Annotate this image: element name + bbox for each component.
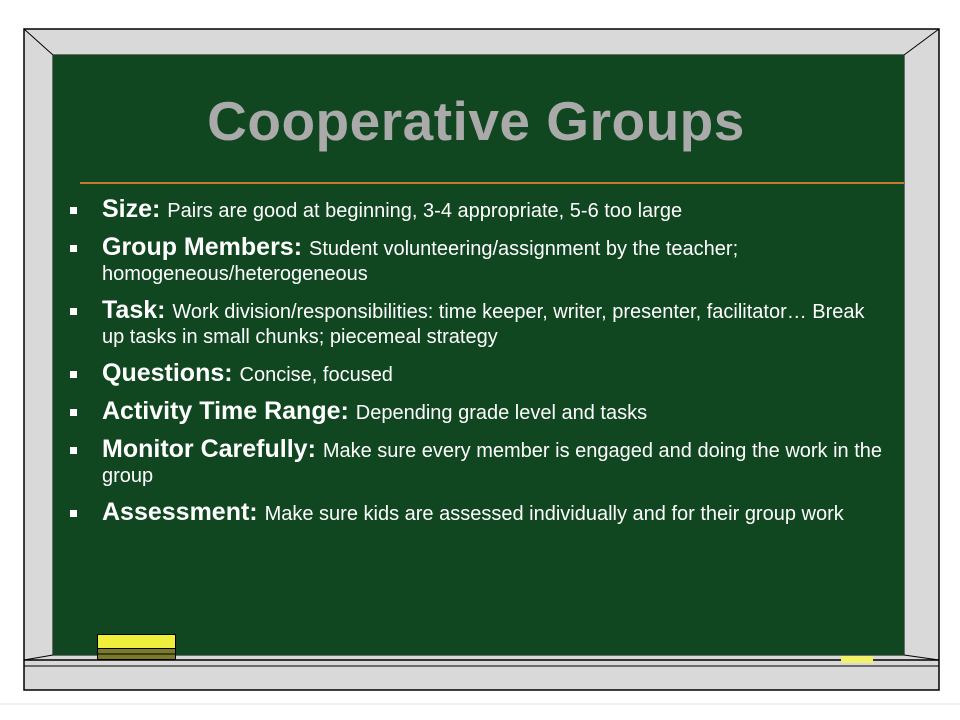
bullet-heading: Size: [102,195,168,223]
bullet-heading: Assessment: [102,498,265,526]
bullet-monitor-carefully [53,437,904,489]
bullet-size [53,197,904,224]
bullet-text: Pairs are good at beginning, 3-4 appropriate, 5-6 too large [167,200,683,222]
bullet-activity-time-range [53,399,904,426]
bullet-list [53,197,904,538]
square-bullet-icon [70,510,77,517]
bullet-task [53,298,904,350]
bullet-heading: Questions: [102,359,240,387]
bullet-text: Student volunteering/assignment by the teacher; homogeneous/heterogeneous [102,238,739,285]
bullet-text: Make sure every member is engaged and doing the work in the group [102,440,883,487]
square-bullet-icon [70,245,77,252]
bullet-text: Concise, focused [239,364,393,386]
square-bullet-icon [70,207,77,214]
slide-title: Cooperative Groups [207,90,745,152]
bullet-heading: Activity Time Range: [102,397,356,425]
bullet-group-members [53,235,904,287]
bullet-heading: Group Members: [102,233,309,261]
bullet-text: Work division/responsibilities: time keeper, writer, presenter, facilitator… Break up tasks in small chunks; piecemeal strategy [102,301,865,348]
bullet-questions [53,361,904,388]
bullet-heading: Task: [102,296,173,324]
bullet-text: Depending grade level and tasks [355,402,648,424]
bullet-text: Make sure kids are assessed individually and for their group work [264,503,844,525]
eraser-icon [97,634,176,660]
bullet-assessment [53,500,904,527]
bullet-heading: Monitor Carefully: [102,435,323,463]
square-bullet-icon [70,371,77,378]
square-bullet-icon [70,409,77,416]
chalk-piece-icon [841,656,873,663]
square-bullet-icon [70,447,77,454]
slide-bottom-edge [0,703,960,705]
chalkboard [53,55,904,655]
title-divider [80,182,904,184]
square-bullet-icon [70,308,77,315]
